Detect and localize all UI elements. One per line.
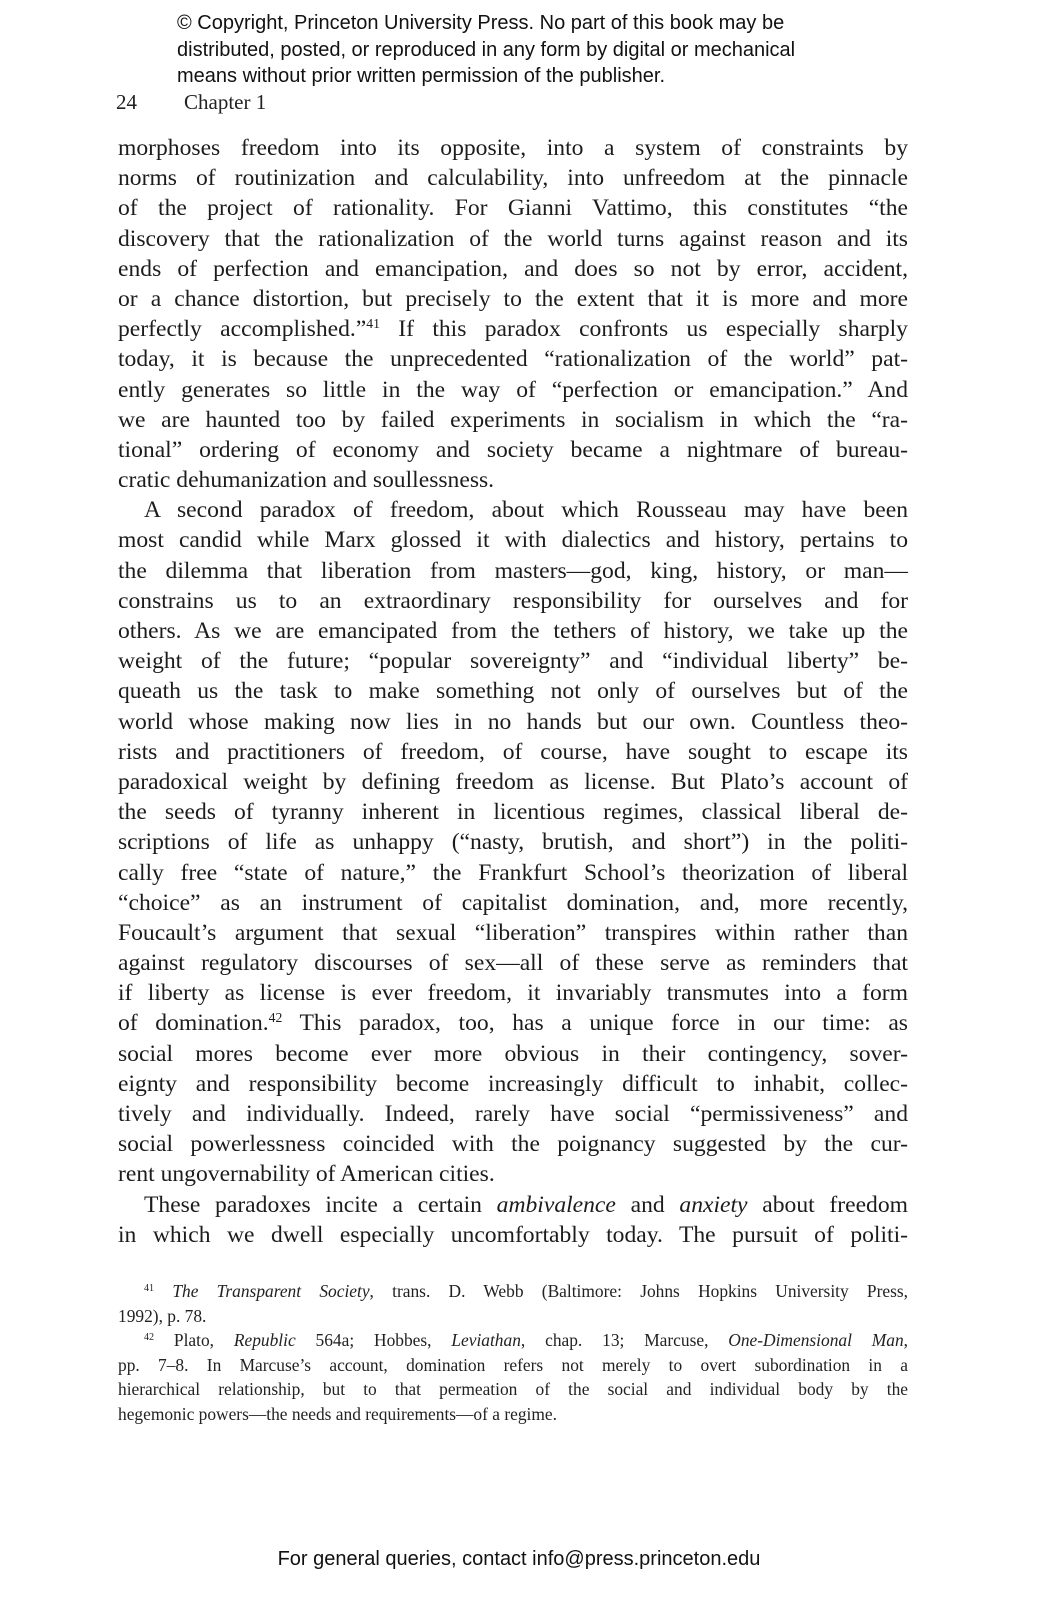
text-line: morphoses freedom into its opposite, into a system of constraints by bbox=[118, 135, 908, 161]
text-line: rists and practitioners of freedom, of course, have sought to escape its bbox=[118, 738, 908, 765]
text-line: or a chance distortion, but precisely to the extent that it is more and more bbox=[118, 285, 908, 312]
text-line: of the project of rationality. For Gianni Vattimo, this constitutes “the bbox=[118, 195, 908, 222]
footnote-number: 42 bbox=[144, 1331, 155, 1343]
copyright-line: distributed, posted, or reproduced in any form by digital or mechanical bbox=[177, 38, 796, 61]
footnote-ref-41[interactable]: 41 bbox=[366, 315, 380, 331]
text-line: others. As we are emancipated from the tethers of history, we take up the bbox=[118, 618, 908, 644]
text-line: social mores become ever more obvious in their contingency, sover- bbox=[118, 1040, 908, 1067]
text-line: discovery that the rationalization of the world turns against reason and its bbox=[118, 225, 908, 252]
page-number: 24 bbox=[116, 90, 137, 114]
footnote-text: , chap. 13; Marcuse, bbox=[520, 1330, 729, 1350]
text-line: we are haunted too by failed experiments in socialism in which the “ra- bbox=[118, 406, 908, 433]
text-line: the dilemma that liberation from masters—god, king, history, or man— bbox=[118, 557, 908, 584]
text-line: tively and individually. Indeed, rarely have social “permissiveness” and bbox=[118, 1101, 908, 1127]
text-run: This paradox, too, has a unique force in our time: as bbox=[282, 1010, 908, 1037]
publisher-footer bbox=[0, 1548, 1050, 1571]
footnote-text: 564a; Hobbes, bbox=[295, 1330, 452, 1350]
footnote-text: , bbox=[903, 1330, 908, 1350]
footnote-42-cont: hierarchical relationship, but to that permeation of the social and individual body by the bbox=[118, 1379, 908, 1399]
footnotes bbox=[118, 1279, 908, 1426]
footnote-41-cont: 1992), p. 78. bbox=[118, 1305, 207, 1326]
copyright-line: means without prior written permission of the publisher. bbox=[177, 65, 666, 87]
footnote-42 bbox=[118, 1328, 908, 1353]
footnote-text: , trans. D. Webb (Baltimore: Johns Hopkins University Press, bbox=[369, 1281, 909, 1301]
text-line: “choice” as an instrument of capitalist domination, and, more recently, bbox=[118, 889, 908, 916]
text-line: norms of routinization and calculability, into unfreedom at the pinnacle bbox=[118, 165, 908, 192]
text-line: ends of perfection and emancipation, and does so not by error, accident, bbox=[118, 255, 908, 282]
text-run: about freedom bbox=[747, 1191, 908, 1218]
text-line: if liberty as license is ever freedom, it invariably transmutes into a form bbox=[118, 980, 908, 1007]
emphasis: anxiety bbox=[679, 1191, 748, 1218]
text-run: of domination. bbox=[118, 1010, 269, 1037]
text-line: Foucault’s argument that sexual “liberation” transpires within rather than bbox=[118, 919, 908, 946]
footnote-ref-42[interactable]: 42 bbox=[268, 1010, 283, 1026]
text-line: constrains us to an extraordinary responsibility for ourselves and for bbox=[118, 587, 908, 614]
text-line: cratic dehumanization and soullessness. bbox=[118, 467, 495, 494]
footnote-number: 41 bbox=[144, 1282, 155, 1294]
footnote-42-cont: pp. 7–8. In Marcuse’s account, domination refers not merely to overt subordination in a bbox=[118, 1354, 908, 1375]
footnote-title: Leviathan bbox=[451, 1330, 521, 1350]
text-line: A second paradox of freedom, about which Rousseau may have been bbox=[144, 497, 908, 524]
text-line: scriptions of life as unhappy (“nasty, brutish, and short”) in the politi- bbox=[118, 829, 908, 856]
text-line bbox=[118, 1008, 908, 1038]
text-run: perfectly accomplished.” bbox=[118, 316, 367, 343]
footnote-text: Plato, bbox=[154, 1330, 234, 1350]
footnote-42-cont: hegemonic powers—the needs and requirements—of a regime. bbox=[118, 1403, 557, 1424]
contact-text: For general queries, contact info@press.princeton.edu bbox=[277, 1548, 761, 1570]
footnote-title: One-Dimensional Man bbox=[728, 1330, 904, 1350]
text-line: queath us the task to make something not only of ourselves but of the bbox=[118, 678, 908, 705]
footnote-title: Republic bbox=[233, 1330, 296, 1350]
text-line: tional” ordering of economy and society became a nightmare of bureau- bbox=[118, 436, 908, 463]
text-line: cally free “state of nature,” the Frankfurt School’s theorization of liberal bbox=[118, 859, 908, 886]
text-line: weight of the future; “popular sovereignty” and “individual liberty” be- bbox=[118, 648, 908, 675]
chapter-title: Chapter 1 bbox=[184, 90, 267, 114]
footnote-41 bbox=[118, 1279, 908, 1304]
emphasis: ambivalence bbox=[496, 1191, 616, 1218]
text-line bbox=[118, 314, 908, 344]
footnote-title: The Transparent Society bbox=[172, 1281, 370, 1301]
running-head bbox=[116, 90, 266, 115]
text-line: most candid while Marx glossed it with dialectics and history, pertains to bbox=[118, 527, 908, 554]
text-line: social powerlessness coincided with the poignancy suggested by the cur- bbox=[118, 1131, 908, 1158]
text-line: against regulatory discourses of sex—all of these serve as reminders that bbox=[118, 950, 908, 977]
text-run: and bbox=[615, 1191, 680, 1218]
text-line: today, it is because the unprecedented “rationalization of the world” pat- bbox=[118, 346, 908, 373]
text-line: world whose making now lies in no hands but our own. Countless theo- bbox=[118, 708, 908, 735]
text-line: the seeds of tyranny inherent in licentious regimes, classical liberal de- bbox=[118, 799, 908, 826]
body-text bbox=[118, 133, 908, 1250]
text-line: ently generates so little in the way of “perfection or emancipation.” And bbox=[118, 376, 908, 403]
text-line: rent ungovernability of American cities. bbox=[118, 1161, 495, 1188]
text-line: paradoxical weight by defining freedom as license. But Plato’s account of bbox=[118, 768, 908, 795]
text-line: in which we dwell especially uncomfortably today. The pursuit of politi- bbox=[118, 1221, 908, 1248]
copyright-notice bbox=[177, 10, 897, 90]
text-line bbox=[118, 1190, 908, 1220]
text-run: These paradoxes incite a certain bbox=[144, 1191, 497, 1218]
copyright-line: © Copyright, Princeton University Press. No part of this book may be bbox=[177, 12, 785, 34]
text-line: eignty and responsibility become increasingly difficult to inhabit, collec- bbox=[118, 1070, 908, 1097]
text-run: If this paradox confronts us especially sharply bbox=[379, 316, 908, 343]
